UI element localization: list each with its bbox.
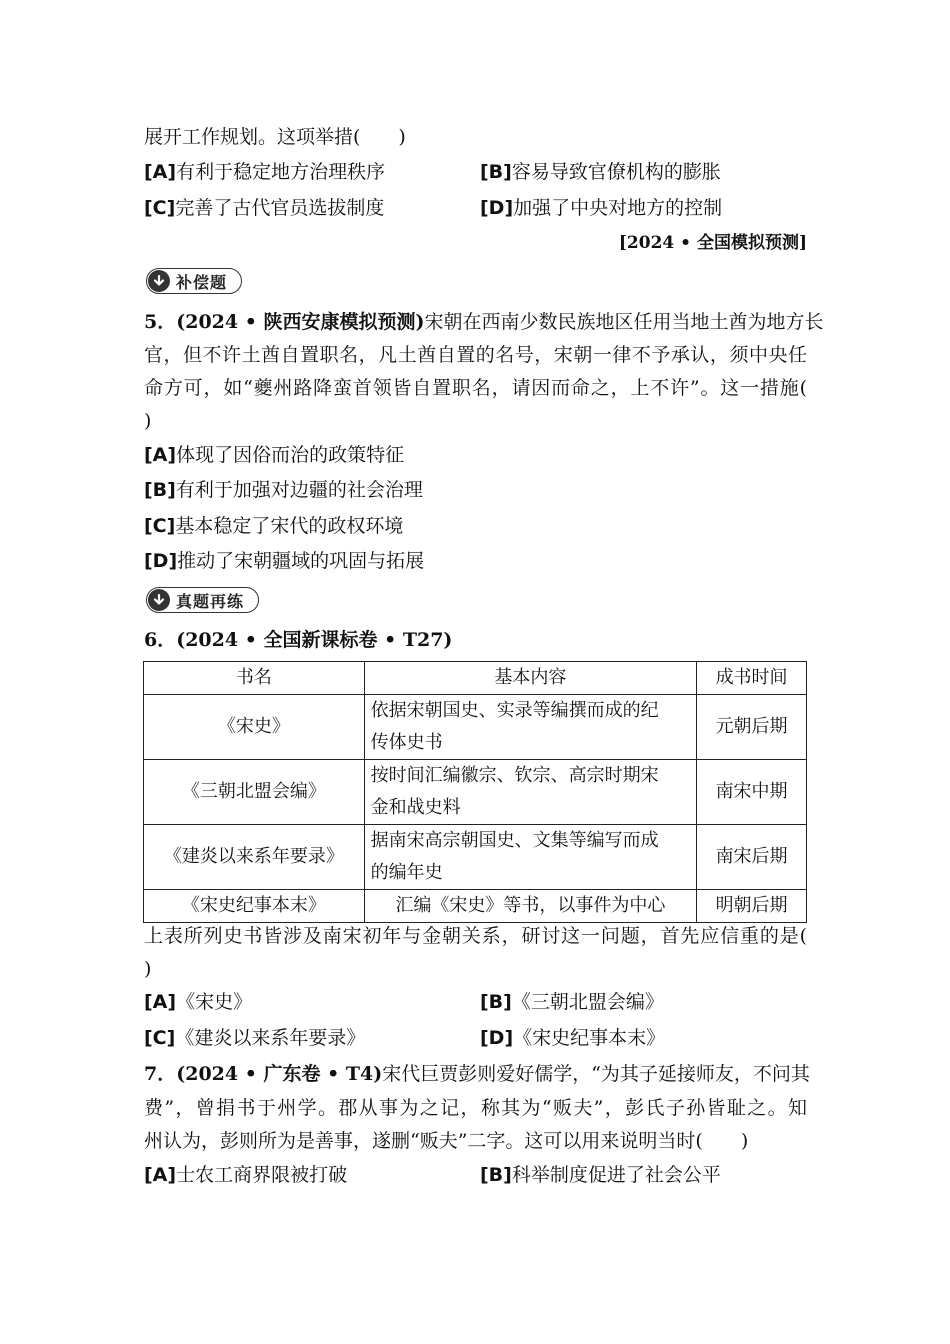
book-content: 汇编《宋史》等书，以事件为中心 [364,890,696,923]
option-label: [A] [144,991,177,1013]
option-text: 有利于稳定地方治理秩序 [176,161,386,183]
q6-option-d[interactable] [480,1026,665,1050]
book-content [364,825,696,890]
q5-option-b[interactable] [144,478,807,502]
q5-option-c[interactable] [144,514,807,538]
q7-line-1 [144,1062,810,1086]
option-label: [B] [480,991,512,1013]
down-arrow-icon [148,589,170,611]
q5-line-2: 官，但不许土酋自置职名，凡土酋自置的名号，宋朝一律不予承认，须中央任 [144,344,807,366]
content-line: 金和战史料 [370,797,461,818]
q6-heading: 6．(2024 • 全国新课标卷 • T27) [144,629,453,651]
option-label: [B] [480,161,512,183]
option-label: [B] [480,1164,512,1186]
option-label: [C] [144,1027,176,1049]
option-d[interactable] [480,196,722,220]
q7-line-3: 州认为，彭则所为是善事，遂删“贩夫”二字。这可以用来说明当时( ) [144,1130,749,1152]
table-row [144,825,807,890]
table-row [144,695,807,760]
option-label: [C] [144,197,176,219]
question-source: (2024 • 广东卷 • T4) [176,1063,383,1085]
question-number: 5． [144,311,177,333]
table-row [144,760,807,825]
question-source: (2024 • 陕西安康模拟预测) [176,311,425,333]
option-text: 容易导致官僚机构的膨胀 [511,161,721,183]
question-number: 7． [144,1063,177,1085]
q7-line-2: 费”，曾捐书于州学。郡从事为之记，称其为“贩夫”，彭氏子孙皆耻之。知 [144,1097,807,1119]
q6-option-b[interactable] [480,990,664,1014]
q5-option-a[interactable] [144,443,807,467]
book-name: 《建炎以来系年要录》 [144,825,365,890]
question-source: [2024 • 全国模拟预测] [618,233,807,253]
option-text: 《建炎以来系年要录》 [175,1027,366,1049]
content-line: 按时间汇编徽宗、钦宗、高宗时期宋 [370,765,659,786]
content-line: 的编年史 [370,862,443,883]
book-time: 南宋后期 [697,825,807,890]
option-text: 《宋史纪事本末》 [513,1027,666,1049]
real-exam-badge [146,587,259,613]
badge-label: 真题再练 [176,591,245,611]
table-header-row [144,662,807,695]
book-time: 南宋中期 [697,760,807,825]
q5-line-3: 命方可，如“夔州路降蛮首领皆自置职名，请因而命之，上不许”。这一措施( [144,377,807,399]
option-label: [B] [144,479,176,501]
option-label: [A] [144,1164,177,1186]
option-label: [A] [144,444,177,466]
book-time: 明朝后期 [697,890,807,923]
question-text: 宋朝在西南少数民族地区任用当地土酋为地方长 [424,311,824,333]
book-time: 元朝后期 [697,695,807,760]
question-text: 宋代巨贾彭则爱好儒学，“为其子延接师友，不问其 [382,1063,810,1085]
q6-option-c[interactable] [144,1026,807,1050]
option-label: [D] [144,550,178,572]
q6-stem-1: 上表所列史书皆涉及南宋初年与金朝关系，研讨这一问题，首先应信重的是( [144,925,807,947]
history-books-table [143,661,807,923]
q5-line-1 [144,310,824,334]
q5-option-d[interactable] [144,549,807,573]
option-text: 基本稳定了宋代的政权环境 [175,515,404,537]
book-content [364,695,696,760]
option-text: 《宋史》 [176,991,253,1013]
option-label: [A] [144,161,177,183]
option-text: 《三朝北盟会编》 [511,991,664,1013]
header-content: 基本内容 [364,662,696,695]
book-name: 《宋史》 [144,695,365,760]
badge-label: 补偿题 [176,272,228,292]
option-text: 士农工商界限被打破 [176,1164,348,1186]
question-continuation: 展开工作规划。这项举措( ) [144,126,406,148]
book-content [364,760,696,825]
q7-option-b[interactable] [480,1163,721,1187]
book-name: 《宋史纪事本末》 [144,890,365,923]
header-time: 成书时间 [697,662,807,695]
option-text: 推动了宋朝疆域的巩固与拓展 [177,550,425,572]
option-b[interactable] [480,160,721,184]
supplement-badge [146,268,242,294]
option-text: 体现了因俗而治的政策特征 [176,444,405,466]
book-name: 《三朝北盟会编》 [144,760,365,825]
content-line: 传体史书 [370,732,443,753]
header-book-name: 书名 [144,662,365,695]
option-text: 完善了古代官员选拔制度 [175,197,385,219]
q6-option-a[interactable] [144,990,807,1014]
option-text: 有利于加强对边疆的社会治理 [175,479,423,501]
option-text: 加强了中央对地方的控制 [513,197,723,219]
content-line: 依据宋朝国史、实录等编撰而成的纪 [370,700,659,721]
down-arrow-icon [148,270,170,292]
table-row [144,890,807,923]
q5-line-4: ) [144,410,152,432]
option-label: [D] [480,1027,514,1049]
q6-stem-2: ) [144,958,152,980]
option-label: [C] [144,515,176,537]
content-line: 据南宋高宗朝国史、文集等编写而成 [370,830,659,851]
option-label: [D] [480,197,514,219]
option-text: 科举制度促进了社会公平 [511,1164,721,1186]
